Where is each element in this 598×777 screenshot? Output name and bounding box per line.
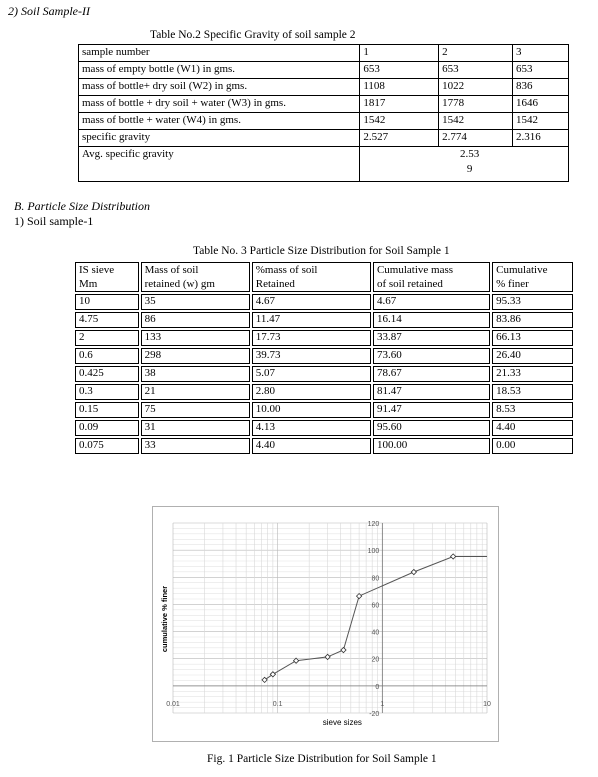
header-line: Cumulative mass xyxy=(376,264,454,276)
table-header-row xyxy=(75,262,573,292)
table-cell: 0.09 xyxy=(75,420,139,436)
table-cell: mass of empty bottle (W1) in gms. xyxy=(79,62,360,79)
avg-value-line1: 2.53 xyxy=(460,148,480,160)
table-cell: 4.67 xyxy=(252,294,371,310)
table-row xyxy=(79,96,569,113)
table-cell: 1542 xyxy=(513,113,569,130)
figure-caption: Fig. 1 Particle Size Distribution for Soil Sample 1 xyxy=(207,753,437,765)
table-cell: 2 xyxy=(439,45,513,62)
table-row xyxy=(79,79,569,96)
table-header-cell xyxy=(252,262,371,292)
table-cell: 2.527 xyxy=(360,130,439,147)
table-header-cell xyxy=(75,262,139,292)
header-line: % finer xyxy=(496,278,529,290)
table-cell: 0.00 xyxy=(492,438,573,454)
table-cell: 4.67 xyxy=(373,294,490,310)
table-cell: 16.14 xyxy=(373,312,490,328)
table-cell: 1646 xyxy=(513,96,569,113)
table-cell: 100.00 xyxy=(373,438,490,454)
table-cell: 653 xyxy=(439,62,513,79)
table-cell: sample number xyxy=(79,45,360,62)
data-point-marker xyxy=(451,554,456,559)
table-cell: 4.40 xyxy=(252,438,371,454)
x-tick-label: 10 xyxy=(483,700,491,708)
table-cell: mass of bottle + dry soil + water (W3) in gms. xyxy=(79,96,360,113)
header-line: Mm xyxy=(79,278,98,290)
table-cell: 83.86 xyxy=(492,312,573,328)
header-line: retained (w) gm xyxy=(144,278,215,290)
y-tick-label: 0 xyxy=(375,683,380,691)
table-cell: 38 xyxy=(141,366,250,382)
table-cell: 836 xyxy=(513,79,569,96)
table-cell: 10 xyxy=(75,294,139,310)
table-cell: 0.15 xyxy=(75,402,139,418)
table-row xyxy=(75,348,573,364)
table-cell: 8.53 xyxy=(492,402,573,418)
x-axis-label: sieve sizes xyxy=(322,718,362,727)
data-point-marker xyxy=(411,569,416,574)
table-row xyxy=(79,113,569,130)
table-cell: 17.73 xyxy=(252,330,371,346)
header-line: IS sieve xyxy=(79,264,115,276)
table-cell: 35 xyxy=(141,294,250,310)
table-cell: 1 xyxy=(360,45,439,62)
table-header-row xyxy=(79,45,569,62)
table-cell: 31 xyxy=(141,420,250,436)
table-cell: mass of bottle + water (W4) in gms. xyxy=(79,113,360,130)
table-row xyxy=(75,438,573,454)
table-cell: 0.075 xyxy=(75,438,139,454)
table-cell: mass of bottle+ dry soil (W2) in gms. xyxy=(79,79,360,96)
table-cell: 91.47 xyxy=(373,402,490,418)
data-point-marker xyxy=(262,677,267,682)
table-cell: 1022 xyxy=(439,79,513,96)
y-axis-label: cumulative % finer xyxy=(160,585,169,653)
y-tick-label: 120 xyxy=(367,521,380,528)
table-header-cell xyxy=(141,262,250,292)
table-cell: 1817 xyxy=(360,96,439,113)
table-cell: 4.75 xyxy=(75,312,139,328)
x-tick-label: 1 xyxy=(380,700,385,708)
table-cell: 18.53 xyxy=(492,384,573,400)
x-tick-label: 0.01 xyxy=(166,700,180,708)
y-tick-label: -20 xyxy=(369,711,380,718)
table-cell: 0.6 xyxy=(75,348,139,364)
header-line: Cumulative xyxy=(496,264,548,276)
table-cell: 4.40 xyxy=(492,420,573,436)
table-cell: 2 xyxy=(75,330,139,346)
table-row xyxy=(75,402,573,418)
table-cell: 1542 xyxy=(439,113,513,130)
data-point-marker xyxy=(341,647,346,652)
table-cell: 66.13 xyxy=(492,330,573,346)
specific-gravity-table xyxy=(78,44,569,182)
x-tick-label: 0.1 xyxy=(272,700,283,708)
table-row xyxy=(79,62,569,79)
table-cell: 133 xyxy=(141,330,250,346)
table-row xyxy=(75,312,573,328)
table-cell: 1778 xyxy=(439,96,513,113)
particle-size-chart xyxy=(153,507,498,741)
table-cell: 653 xyxy=(360,62,439,79)
table-cell: 39.73 xyxy=(252,348,371,364)
header-line: Mass of soil xyxy=(144,264,199,276)
table-cell: 33.87 xyxy=(373,330,490,346)
table-cell: 75 xyxy=(141,402,250,418)
y-tick-label: 60 xyxy=(371,602,380,610)
header-line: of soil retained xyxy=(376,278,443,290)
table-cell: 653 xyxy=(513,62,569,79)
table-cell: 78.67 xyxy=(373,366,490,382)
table-cell: 86 xyxy=(141,312,250,328)
table-cell: 81.47 xyxy=(373,384,490,400)
y-tick-label: 100 xyxy=(367,548,380,556)
avg-value-cell xyxy=(360,147,569,182)
table-cell: 0.425 xyxy=(75,366,139,382)
table-cell: 21.33 xyxy=(492,366,573,382)
table-cell: 2.316 xyxy=(513,130,569,147)
table-cell: 95.60 xyxy=(373,420,490,436)
table-cell: specific gravity xyxy=(79,130,360,147)
table-cell: 95.33 xyxy=(492,294,573,310)
table-row xyxy=(79,130,569,147)
table-cell: 3 xyxy=(513,45,569,62)
table-cell: 33 xyxy=(141,438,250,454)
chart-figure xyxy=(152,506,499,742)
chart-grid xyxy=(173,523,487,713)
table-cell: 2.774 xyxy=(439,130,513,147)
table3-caption: Table No. 3 Particle Size Distribution for Soil Sample 1 xyxy=(193,245,450,257)
table-cell: 11.47 xyxy=(252,312,371,328)
subsection-heading: 1) Soil sample-1 xyxy=(14,214,94,228)
table-header-cell xyxy=(373,262,490,292)
header-line: Retained xyxy=(255,278,295,290)
section-heading: 2) Soil Sample-II xyxy=(8,4,90,18)
table-cell: 2.80 xyxy=(252,384,371,400)
header-line: %mass of soil xyxy=(255,264,318,276)
table-row xyxy=(75,294,573,310)
table-cell: 26.40 xyxy=(492,348,573,364)
avg-value-line2: 9 xyxy=(466,163,473,175)
table-row xyxy=(75,330,573,346)
table2-caption: Table No.2 Specific Gravity of soil sample 2 xyxy=(150,29,356,41)
table-cell: 298 xyxy=(141,348,250,364)
table-cell: 5.07 xyxy=(252,366,371,382)
y-tick-label: 20 xyxy=(371,656,380,664)
table-cell: 0.3 xyxy=(75,384,139,400)
y-tick-label: 80 xyxy=(371,575,380,583)
table-row xyxy=(75,420,573,436)
table-header-cell xyxy=(492,262,573,292)
table-row xyxy=(75,384,573,400)
data-point-marker xyxy=(357,594,362,599)
table-cell: Avg. specific gravity xyxy=(79,147,360,182)
table-row-average xyxy=(79,147,569,182)
table-cell: 10.00 xyxy=(252,402,371,418)
y-tick-label: 40 xyxy=(371,629,380,637)
section-b-heading: B. Particle Size Distribution xyxy=(14,199,150,213)
chart-axes xyxy=(173,523,487,713)
table-cell: 1108 xyxy=(360,79,439,96)
chart-ticks xyxy=(166,521,491,718)
table-row xyxy=(75,366,573,382)
table-cell: 4.13 xyxy=(252,420,371,436)
particle-size-table xyxy=(73,260,575,456)
table-cell: 21 xyxy=(141,384,250,400)
table-cell: 1542 xyxy=(360,113,439,130)
table-cell: 73.60 xyxy=(373,348,490,364)
